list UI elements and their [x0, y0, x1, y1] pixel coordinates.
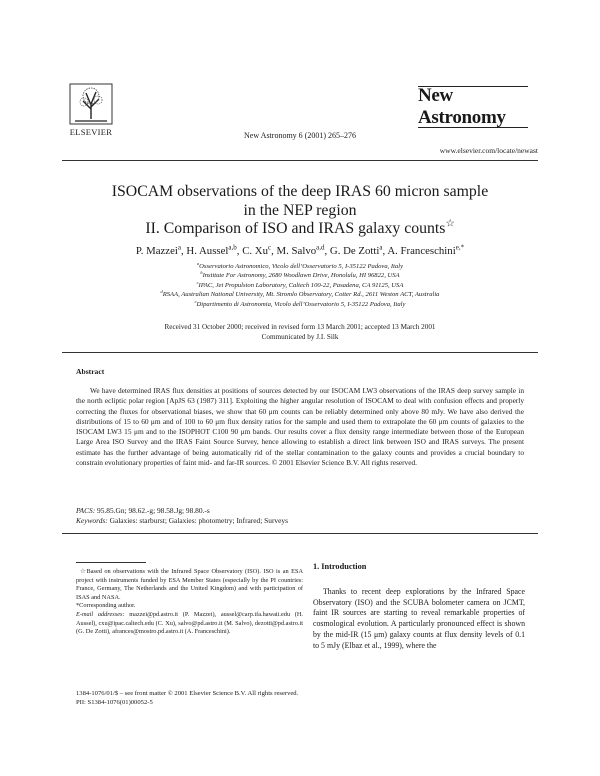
star-footnote: ☆Based on observations with the Infrared Space Observatory (ISO). ISO is an ESA project with instruments funded by ESA Member States (especially by the PI countries: France, Germany, The Netherlands and the United Kingdom) and with participation of ISAS and NASA. — [76, 568, 303, 601]
affiliation: $^a$Osservatorio Astronomico, Vicolo dell’Osservatorio 5, I-35122 Padova, Italy — [196, 260, 404, 270]
elsevier-tree-icon — [69, 83, 113, 125]
affiliations — [62, 262, 538, 309]
author: M. Salvo$^{a,d}$, — [276, 243, 330, 257]
abstract-body — [76, 386, 524, 468]
received-dates: Received 31 October 2000; received in revised form 13 March 2001; accepted 13 March 2001 — [164, 323, 436, 331]
keywords-line — [76, 516, 288, 525]
abstract-top-rule — [62, 352, 538, 353]
abstract-heading: Abstract — [76, 367, 105, 376]
affiliation: $^c$IPAC, Jet Propulsion Laboratory, Caltech 100-22, Pasadena, CA 91125, USA — [196, 279, 404, 289]
journal-masthead — [418, 86, 528, 128]
pacs-value: 95.85.Gn; 98.62.-g; 98.58.Jg; 98.80.-s — [97, 506, 210, 515]
pii-line: PII: S1384-1076(01)00052-5 — [76, 699, 153, 706]
affiliation: $^e$Dipartimento di Astronomia, Vicolo dell’Osservatorio 5, I-35122 Padova, Italy — [194, 298, 406, 308]
footnotes — [76, 568, 303, 637]
footnote-rule — [76, 562, 146, 563]
keywords-label: Keywords: — [76, 516, 108, 525]
journal-name: New Astronomy — [418, 85, 506, 128]
affiliation: $^b$Institute For Astronomy, 2680 Woodlawn Drive, Honolulu, HI 96822, USA — [200, 270, 400, 280]
email-addresses: E-mail addresses: mazzei@pd.astro.it (P. Mazzei), aussel@carp.ifa.hawaii.edu (H. Aussel), cxu@ipac.caltech.edu (C. Xu), salvo@pd.astro.it (M. Salvo), dezotti@pd.astro.it (G. De Zotti), afrances@mostro.pd.astro.it (A. Franceschini). — [76, 610, 304, 636]
title-line-2: in the NEP region — [243, 201, 357, 219]
introduction-heading: 1. Introduction — [313, 562, 367, 571]
author: H. Aussel$^{a,b}$, — [186, 243, 243, 257]
affiliation: $^d$RSAA, Australian National University, Mt. Stromlo Observatory, Cotter Rd., 2611 Weston ACT, Australia — [160, 289, 440, 299]
abstract-copyright: © 2001 Elsevier Science B.V. All rights reserved. — [271, 458, 417, 468]
author-list — [62, 245, 538, 257]
author: G. De Zotti$^a$, — [329, 243, 388, 257]
journal-website[interactable]: www.elsevier.com/locate/newast — [439, 146, 538, 155]
paper-title — [62, 183, 538, 239]
abstract-text: We have determined IRAS flux densities at positions of sources detected by our ISOCAM LW3 observations of the IRAS deep survey sample in the north ecliptic polar region [ApJS 63 (1987) 311]. Exploiting the higher angular resolution of ISOCAM to deal with confusion effects and properly correcting the fluxes for observational biases, we show that 60 μm counts can be reliably determined only above 80 mJy. We have also derived the distributions of 15 to 60 μm and of 100 to 60 μm flux density ratios for the sample and used them to extrapolate the 60 μm counts of galaxies to the ISOCAM LW3 15 μm and to the ISOPHOT C100 90 μm bands. Our results cover a flux density range intermediate between those of the European Large Area ISO Survey and the IRAS Faint Source Survey, hence allowing to establish a direct link between ISO and IRAS surveys. The present estimate has the further advantage of being automatically rid of the stellar contamination to the galaxy counts and provides a crucial boundary to constrain evolutionary properties of faint mid- and far-IR sources. — [76, 386, 524, 468]
introduction-body: Thanks to recent deep explorations by the Infrared Space Observatory (ISO) and the SCUBA bolometer camera on JCMT, faint IR sources are starting to reveal remarkable properties of cosmological evolution. A particularly pronounced effect is shown by the mid-IR (15 μm) galaxy counts at flux density levels of 0.1 to 5 mJy (Elbaz et al., 1999), where the — [313, 587, 525, 650]
title-line-1: ISOCAM observations of the deep IRAS 60 micron sample — [111, 183, 489, 200]
publisher-name: ELSEVIER — [69, 127, 113, 137]
footer — [76, 689, 298, 707]
journal-reference: New Astronomy 6 (2001) 265–276 — [244, 131, 356, 140]
author: C. Xu$^c$, — [242, 243, 277, 257]
dates — [62, 322, 538, 342]
issn-line: 1384-1076/01/$ – see front matter © 2001 Elsevier Science B.V. All rights reserved. — [76, 690, 299, 697]
communicated-by: Communicated by J.I. Silk — [261, 333, 339, 341]
abstract-bottom-rule — [62, 533, 538, 534]
pacs-label: PACS: — [76, 506, 96, 515]
header-rule — [62, 160, 538, 161]
author: P. Mazzei$^a$, — [135, 243, 187, 257]
pacs-line — [76, 506, 210, 515]
keywords-value: Galaxies: starburst; Galaxies: photometry; Infrared; Surveys — [109, 516, 288, 525]
title-footnote-mark: ☆ — [445, 218, 455, 230]
author: A. Franceschini$^{e,*}$ — [387, 243, 465, 257]
corresponding-author: *Corresponding author. — [76, 602, 136, 610]
title-line-3: II. Comparison of ISO and IRAS galaxy counts☆ — [145, 218, 455, 237]
elsevier-logo — [69, 83, 113, 125]
